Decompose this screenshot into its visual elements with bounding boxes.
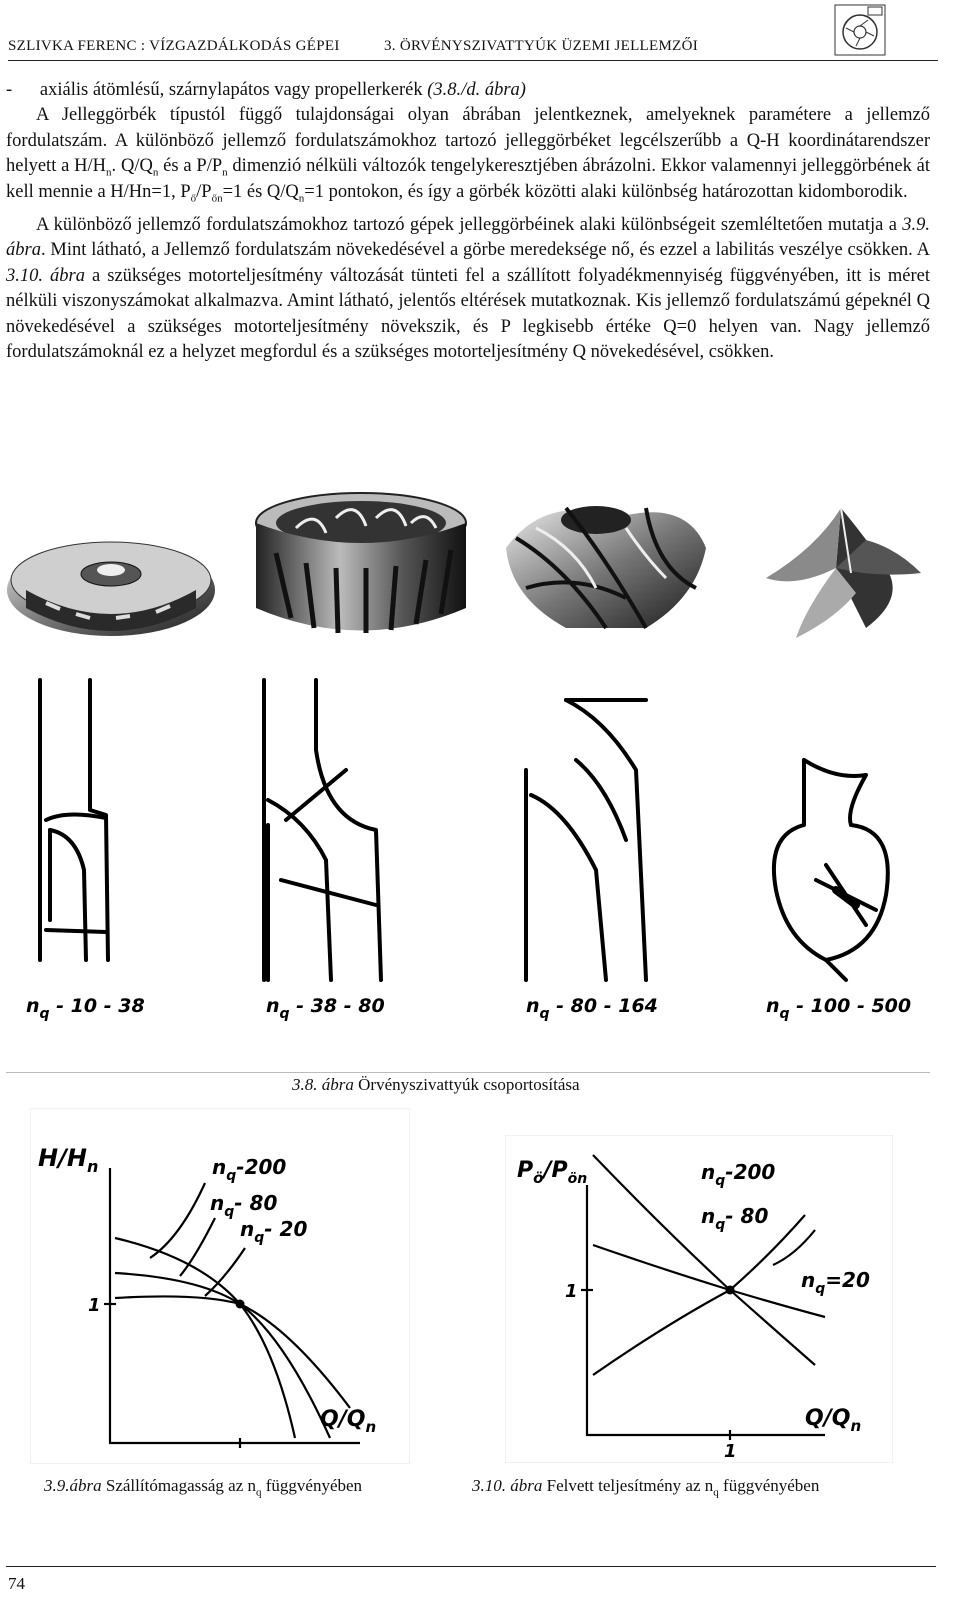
subscript: n — [298, 192, 305, 205]
figure-ref: 3.9. ábra — [6, 215, 930, 261]
drawing-francis — [264, 680, 381, 980]
subscript: n — [222, 166, 228, 179]
caption-text-end: függvényében — [261, 1476, 363, 1495]
paragraph-list-item — [6, 78, 930, 103]
label-nq-20: $n_q-$ 20 — [240, 1217, 308, 1246]
drawing-diagonal — [526, 700, 646, 980]
text-run: A Jelleggörbék típustól függő tulajdonságai olyan ábrában jelentkeznek, amelyeknek paramétere a jellemző fordulatszám. A különböző jellemző fordulatszámokhoz tartozó jelleggörbéket legcélszerűbb a Q-H koordinátarendszer helyett a H/H — [6, 105, 930, 177]
caption-ref: 3.8. ábra — [292, 1075, 354, 1094]
x-axis-label: $Q/Q_n$ — [320, 1407, 377, 1436]
header-author-title: SZLIVKA FERENC : VÍZGAZDÁLKODÁS GÉPEI — [8, 38, 340, 54]
text-run: . Q/Q — [111, 156, 153, 177]
nq-label-c: $n_q - 80 - 164$ — [526, 995, 658, 1022]
figure-divider — [6, 1072, 930, 1073]
header-divider — [8, 60, 938, 61]
subscript: n — [152, 166, 159, 179]
nominal-point — [726, 1286, 735, 1295]
pump-logo-icon — [832, 2, 888, 58]
text-run: =1 és Q/Q — [222, 181, 299, 202]
propeller-photo — [766, 508, 921, 638]
nominal-point — [236, 1300, 245, 1309]
figure-ref: 3.10. ábra — [6, 265, 85, 286]
page-number: 74 — [8, 1574, 25, 1593]
nq-label-d: $n_q - 100 - 500$ — [766, 995, 912, 1022]
subscript: ő — [190, 192, 197, 205]
x-tick-one: 1 — [724, 1441, 737, 1462]
figure-ref: (3.8./d. ábra) — [427, 80, 526, 100]
text-run: A különböző jellemző fordulatszámokhoz tartozó gépek jelleggörbéinek alaki különbségeit szemléltetően mutatja a — [36, 215, 903, 236]
caption-ref: 3.9.ábra — [44, 1476, 102, 1495]
caption-sub: q — [713, 1486, 719, 1499]
paragraph-2 — [6, 103, 930, 205]
subscript: n — [106, 166, 112, 179]
drawing-radial — [40, 680, 108, 960]
figure-caption-3-8 — [292, 1075, 580, 1095]
graph-power-vs-flow — [505, 1135, 893, 1463]
y-axis-label: $P_ö/P_{ön}$ — [517, 1158, 588, 1187]
text-run: a szükséges motorteljesítmény változását tünteti fel a szállított folyadékmennyiség függvényében, itt is méret nélküli viszonyszámokat alkalmazva. Amint látható, jelentős eltérések mutatkoznak. Kis jellemző fordulatszámú gépeknél Q növekedésével a szükséges motorteljesítmény növekszik, és P legkisebb értéke Q=0 helyen van. Nagy jellemző fordulatszámoknál ez a helyzet megfordul és a szükséges motorteljesítmény Q növekedésével, csökken. — [6, 265, 931, 363]
radial-impeller-photo — [7, 542, 215, 636]
impeller-photos — [6, 478, 930, 648]
drawing-axial — [774, 760, 888, 980]
body-text — [6, 78, 930, 365]
text-run: dimenzió nélküli változók tengelykeresztjében ábrázolni. Ekkor valamennyi jelleggörbének át kell mennie a H/Hn=1, P — [6, 156, 930, 202]
text-run: . Mint látható, a Jellemző fordulatszám növekedésével a görbe meredeksége nő, és ezzel a labilitás veszélye csökken. A — [40, 240, 930, 261]
caption-text: Felvett teljesítmény az n — [542, 1476, 714, 1495]
figure-caption-3-10 — [472, 1476, 819, 1498]
nq-label-b: $n_q - 38 - 80$ — [266, 995, 385, 1022]
label-nq-200: $n_q-200$ — [701, 1160, 776, 1189]
caption-text: Örvényszivattyúk csoportosítása — [353, 1075, 580, 1094]
list-dash: - — [6, 80, 13, 100]
text-run: =1 pontokon, és így a görbék közötti alaki különbség határozottan kidomborodik. — [304, 181, 908, 202]
label-nq-80: $n_q-$ 80 — [701, 1204, 769, 1233]
caption-sub: q — [256, 1486, 262, 1499]
y-axis-label: $H/H_n$ — [38, 1144, 99, 1176]
label-nq-20: $n_q=20$ — [801, 1268, 870, 1297]
caption-text: Szállítómagasság az n — [101, 1476, 256, 1495]
text-run: és a P/P — [158, 156, 223, 177]
y-tick-one: 1 — [565, 1281, 578, 1302]
footer-divider — [6, 1566, 936, 1567]
text-run: /P — [196, 181, 212, 202]
header-chapter-title: 3. ÖRVÉNYSZIVATTYÚK ÜZEMI JELLEMZŐI — [384, 38, 698, 54]
page-header — [8, 30, 938, 60]
label-nq-200: $n_q-200$ — [212, 1155, 287, 1184]
x-axis-label: $Q/Q_n$ — [805, 1406, 862, 1435]
nq-label-a: $n_q - 10 - 38$ — [26, 995, 145, 1022]
subscript: őn — [211, 192, 223, 205]
caption-ref: 3.10. ábra — [472, 1476, 543, 1495]
caption-text-end: függvényében — [718, 1476, 820, 1495]
y-tick-one: 1 — [88, 1295, 101, 1316]
figure-caption-3-9 — [44, 1476, 362, 1498]
impeller-section-drawings — [6, 660, 930, 1060]
label-nq-80: $n_q-$ 80 — [210, 1191, 278, 1220]
paragraph-3 — [6, 213, 930, 365]
graph-head-vs-flow — [30, 1108, 410, 1464]
semi-axial-impeller-photo — [256, 493, 466, 633]
screw-impeller-photo — [506, 506, 706, 628]
list-item-text: axiális átömlésű, szárnylapátos vagy propellerkerék — [39, 80, 428, 100]
